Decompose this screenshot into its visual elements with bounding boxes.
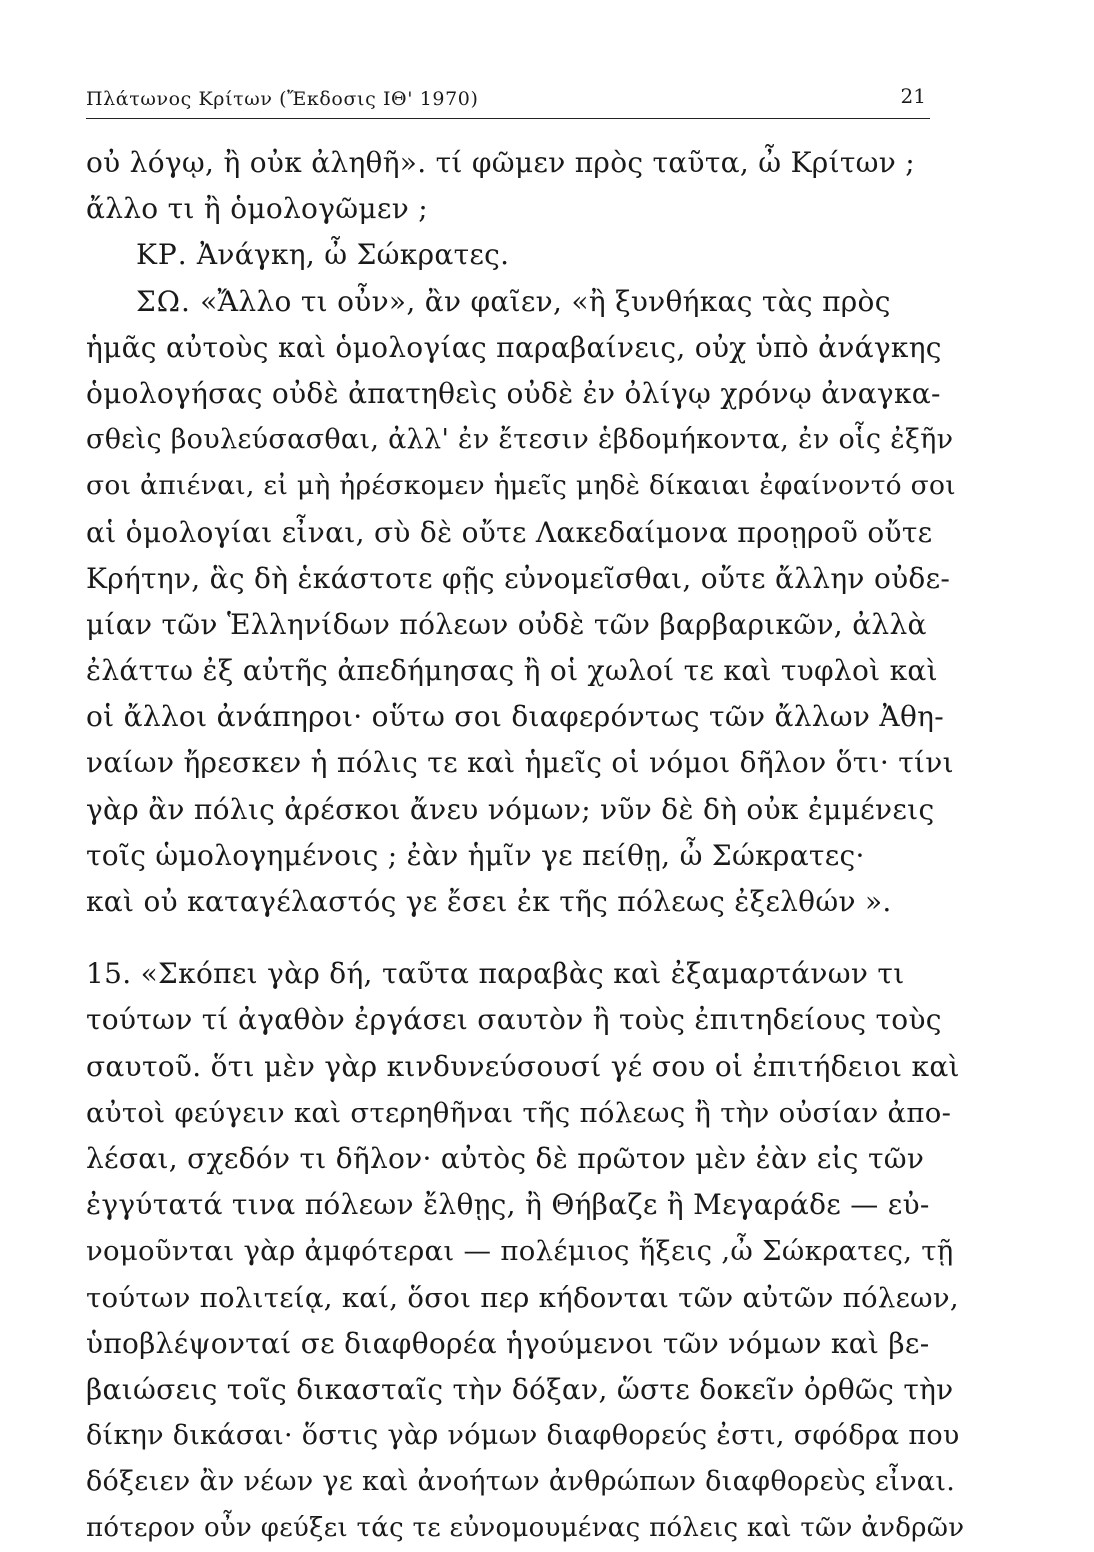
body-text [86,140,966,1552]
dialogue-line-kriton [86,232,966,278]
text-line: ναίων ἤρεσκεν ἡ πόλις τε καὶ ἡμεῖς οἱ νόμοι δῆλον ὅτι· τίνι [86,746,954,780]
text-line: αὐτοὶ φεύγειν καὶ στερηθῆναι τῆς πόλεως ἢ τὴν οὐσίαν ἀπο- [86,1096,952,1129]
text-line: ἡμᾶς αὐτοὺς καὶ ὁμολογίας παραβαίνεις, οὐχ ὑπὸ ἀνάγκης [86,330,942,364]
page-number: 21 [900,84,926,108]
text-line: οὐ λόγῳ, ἢ οὐκ ἀληθῆ». τί φῶμεν πρὸς ταῦτα, ὦ Κρίτων ; [86,146,916,179]
speaker-label: ΣΩ. [136,284,191,318]
text-line: τούτων τί ἀγαθὸν ἐργάσει σαυτὸν ἢ τοὺς ἐπιτηδείους τοὺς [86,1003,942,1037]
text-line: δόξειεν ἂν νέων γε καὶ ἀνοήτων ἀνθρώπων διαφθορεὺς εἶναι. [86,1466,956,1498]
text-line: οἱ ἄλλοι ἀνάπηροι· οὕτω σοι διαφερόντως τῶν ἄλλων Ἀθη- [86,700,944,734]
text-line: βαιώσεις τοῖς δικασταῖς τὴν δόξαν, ὥστε δοκεῖν ὀρθῶς τὴν [86,1372,954,1406]
text-line: σοι ἀπιέναι, εἰ μὴ ἠρέσκομεν ἡμεῖς μηδὲ δίκαιαι ἐφαίνοντό σοι [86,470,956,502]
text-line: πότερον οὖν φεύξει τάς τε εὐνομουμένας πόλεις καὶ τῶν ἀνδρῶν [86,1513,965,1544]
text-line: τούτων πολιτείᾳ, καί, ὅσοι περ κήδονται τῶν αὐτῶν πόλεων, [86,1281,959,1314]
running-header [86,84,930,119]
speech-text: Ἀνάγκη, ὦ Σώκρατες. [196,238,510,272]
text-line: καὶ οὐ καταγέλαστός γε ἔσει ἐκ τῆς πόλεως ἐξελθών ». [86,885,892,918]
speaker-label: ΚΡ. [136,238,188,272]
text-line: μίαν τῶν Ἑλληνίδων πόλεων οὐδὲ τῶν βαρβαρικῶν, ἀλλὰ [86,607,927,641]
running-title: Πλάτωνος Κρίτων (Ἔκδοσις ΙΘ' 1970) [86,88,479,110]
section-heading-line: 15. «Σκόπει γὰρ δή, ταῦτα παραβὰς καὶ ἐξαμαρτάνων τι [86,957,905,991]
paragraph-gap [86,925,966,951]
text-line: δίκην δικάσαι· ὅστις γὰρ νόμων διαφθορεύς ἐστι, σφόδρα που [86,1420,960,1452]
text-line: ἐγγύτατά τινα πόλεων ἔλθῃς, ἢ Θήβαζε ἢ Μεγαράδε — εὐ- [86,1188,930,1222]
text-line: νομοῦνται γὰρ ἀμφότεραι — πολέμιος ἥξεις ,ὦ Σώκρατες, τῇ [86,1235,954,1268]
text-line: ὑποβλέψονταί σε διαφθορέα ἡγούμενοι τῶν νόμων καὶ βε- [86,1326,930,1360]
speech-text: «Ἄλλο τι οὖν», ἂν φαῖεν, «ἢ ξυνθήκας τὰς πρὸς [200,284,891,318]
text-line: ὁμολογήσας οὐδὲ ἀπατηθεὶς οὐδὲ ἐν ὀλίγῳ χρόνῳ ἀναγκα- [86,376,941,410]
text-line: τοῖς ὡμολογημένοις ; ἐὰν ἡμῖν γε πείθῃ, ὦ Σώκρατες· [86,838,865,872]
text-line: σθεὶς βουλεύσασθαι, ἀλλ' ἐν ἔτεσιν ἑβδομήκοντα, ἐν οἷς ἐξῆν [86,424,954,456]
text-line: Κρήτην, ἃς δὴ ἑκάστοτε φῇς εὐνομεῖσθαι, οὔτε ἄλλην οὐδε- [86,561,951,595]
text-line: ἄλλο τι ἢ ὁμολογῶμεν ; [86,192,428,226]
text-line: αἱ ὁμολογίαι εἶναι, σὺ δὲ οὔτε Λακεδαίμονα προῃροῦ οὔτε [86,515,933,549]
dialogue-line-socrates [86,279,966,325]
text-line: γὰρ ἂν πόλις ἀρέσκοι ἄνευ νόμων; νῦν δὲ δὴ οὐκ ἐμμένεις [86,792,935,826]
text-line: λέσαι, σχεδόν τι δῆλον· αὐτὸς δὲ πρῶτον μὲν ἐὰν εἰς τῶν [86,1141,925,1175]
text-line: σαυτοῦ. ὅτι μὲν γὰρ κινδυνεύσουσί γέ σου οἱ ἐπιτήδειοι καὶ [86,1049,960,1083]
text-line: ἐλάττω ἐξ αὐτῆς ἀπεδήμησας ἢ οἱ χωλοί τε καὶ τυφλοὶ καὶ [86,654,938,688]
